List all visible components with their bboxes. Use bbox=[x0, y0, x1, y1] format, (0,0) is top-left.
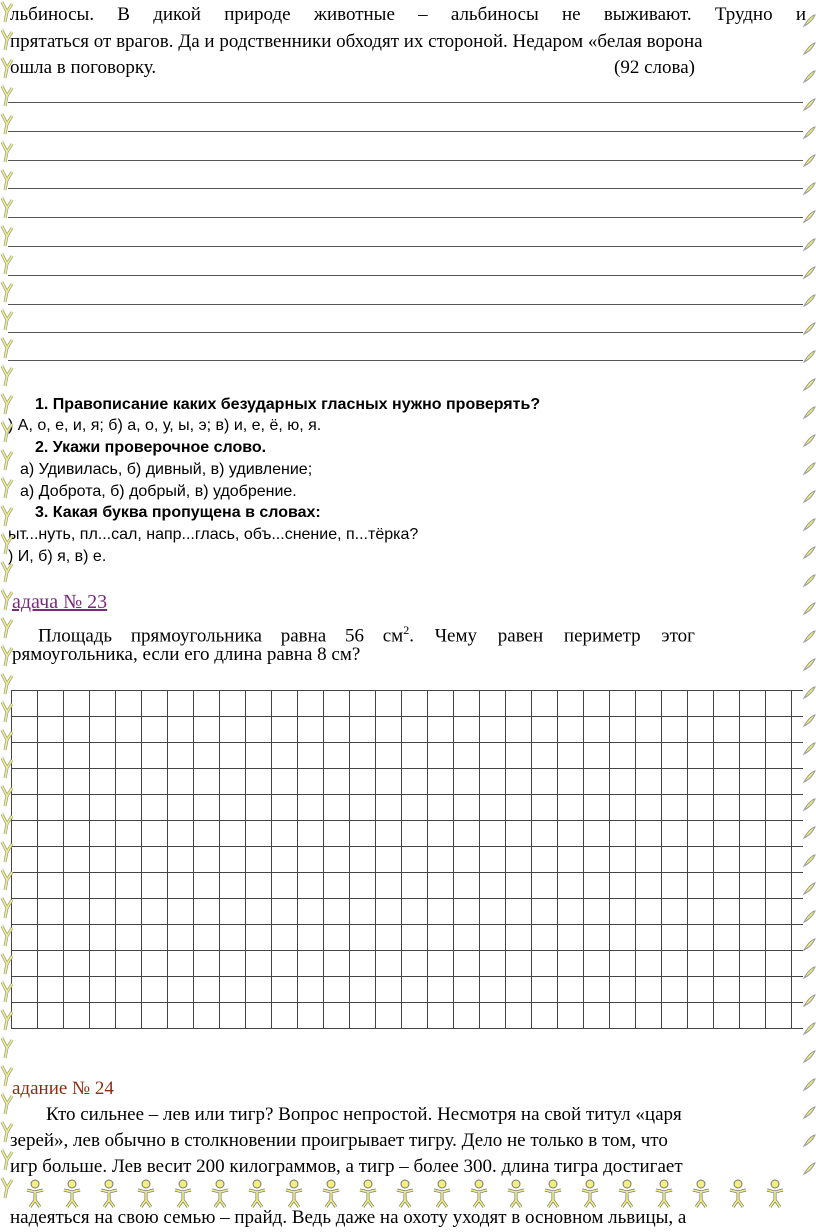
passage-line-3: ошла в поговорку. bbox=[10, 57, 157, 78]
question-3-words: ыт...нуть, пл...сал, напр...глась, объ...снение, п...тёрка? bbox=[8, 526, 419, 543]
question-3-answers: ) И, б) я, в) е. bbox=[8, 548, 107, 565]
leaf-icon bbox=[802, 684, 816, 700]
writing-line bbox=[8, 102, 803, 103]
leaf-icon bbox=[802, 40, 816, 56]
figure-icon bbox=[653, 1178, 675, 1208]
leaf-icon bbox=[802, 96, 816, 112]
ribbon-icon bbox=[0, 616, 14, 640]
ribbon-icon bbox=[0, 504, 14, 528]
ribbon-icon bbox=[0, 644, 14, 668]
figure-icon bbox=[505, 1178, 527, 1208]
ribbon-icon bbox=[0, 1008, 14, 1032]
figure-icon bbox=[431, 1178, 453, 1208]
leaf-icon bbox=[802, 292, 816, 308]
question-1-title: 1. Правописание каких безударных гласных нужно проверять? bbox=[35, 396, 541, 413]
figure-icon bbox=[690, 1178, 712, 1208]
leaf-icon bbox=[802, 1160, 816, 1176]
ribbon-icon bbox=[0, 924, 14, 948]
writing-line bbox=[8, 275, 803, 276]
writing-line bbox=[8, 246, 803, 247]
leaf-icon bbox=[802, 992, 816, 1008]
ribbon-icon bbox=[0, 364, 14, 388]
ribbon-icon bbox=[0, 1176, 14, 1200]
leaf-icon bbox=[802, 1104, 816, 1120]
ribbon-icon bbox=[0, 0, 14, 24]
leaf-icon bbox=[802, 852, 816, 868]
ribbon-icon bbox=[0, 56, 14, 80]
leaf-icon bbox=[802, 404, 816, 420]
question-2-answers-b: а) Доброта, б) добрый, в) удобрение. bbox=[20, 483, 297, 500]
leaf-icon bbox=[802, 460, 816, 476]
leaf-icon bbox=[802, 600, 816, 616]
leaf-icon bbox=[802, 880, 816, 896]
leaf-icon bbox=[802, 1048, 816, 1064]
writing-line bbox=[8, 160, 803, 161]
ribbon-icon bbox=[0, 28, 14, 52]
writing-line bbox=[8, 304, 803, 305]
ribbon-icon bbox=[0, 588, 14, 612]
question-3-title: 3. Какая буква пропущена в словах: bbox=[35, 504, 321, 521]
superscript-2: 2 bbox=[403, 623, 410, 637]
figure-icon bbox=[320, 1178, 342, 1208]
writing-line bbox=[8, 217, 803, 218]
question-2-title: 2. Укажи проверочное слово. bbox=[35, 439, 267, 456]
ribbon-icon bbox=[0, 280, 14, 304]
ribbon-icon bbox=[0, 896, 14, 920]
ribbon-icon bbox=[0, 112, 14, 136]
ribbon-icon bbox=[0, 392, 14, 416]
figure-icon bbox=[246, 1178, 268, 1208]
leaf-icon bbox=[802, 964, 816, 980]
ribbon-icon bbox=[0, 336, 14, 360]
writing-line bbox=[8, 332, 803, 333]
figure-icon bbox=[98, 1178, 120, 1208]
word-count: (92 слова) bbox=[614, 57, 695, 78]
leaf-icon bbox=[802, 544, 816, 560]
ribbon-icon bbox=[0, 140, 14, 164]
ribbon-icon bbox=[0, 756, 14, 780]
leaf-icon bbox=[802, 712, 816, 728]
leaf-icon bbox=[802, 236, 816, 252]
ribbon-icon bbox=[0, 1120, 14, 1144]
leaf-icon bbox=[802, 768, 816, 784]
writing-line bbox=[8, 360, 803, 361]
ribbon-icon bbox=[0, 1148, 14, 1172]
task-23-text-b: . Чему равен периметр этог bbox=[409, 625, 695, 647]
leaf-icon bbox=[802, 180, 816, 196]
task-24-line-3: игр больше. Лев весит 200 килограммов, а тигр – более 300. длина тигра достигает bbox=[10, 1156, 683, 1177]
task-24-line-2: зерей», лев обычно в столкновении проигрывает тигру. Дело не только в том, что bbox=[10, 1130, 668, 1151]
writing-line bbox=[8, 188, 803, 189]
leaf-icon bbox=[802, 908, 816, 924]
leaf-icon bbox=[802, 936, 816, 952]
figure-icon bbox=[61, 1178, 83, 1208]
leaf-icon bbox=[802, 1020, 816, 1036]
leaf-icon bbox=[802, 348, 816, 364]
leaf-icon bbox=[802, 628, 816, 644]
leaf-icon bbox=[802, 68, 816, 84]
question-1-answers: ) А, о, е, и, я; б) а, о, у, ы, э; в) и, е, ё, ю, я. bbox=[8, 417, 322, 434]
ribbon-icon bbox=[0, 224, 14, 248]
ribbon-icon bbox=[0, 476, 14, 500]
ribbon-icon bbox=[0, 1036, 14, 1060]
ribbon-icon bbox=[0, 1092, 14, 1116]
figure-icon bbox=[357, 1178, 379, 1208]
ribbon-icon bbox=[0, 700, 14, 724]
figure-icon bbox=[283, 1178, 305, 1208]
ribbon-icon bbox=[0, 420, 14, 444]
task-23-title[interactable]: адача № 23 bbox=[12, 591, 108, 613]
ribbon-icon bbox=[0, 840, 14, 864]
leaf-icon bbox=[802, 152, 816, 168]
passage-line-1: льбиносы. В дикой природе животные – альбиносы не выживают. Трудно и bbox=[10, 4, 806, 25]
ribbon-icon bbox=[0, 980, 14, 1004]
ribbon-icon bbox=[0, 168, 14, 192]
ribbon-icon bbox=[0, 952, 14, 976]
ribbon-icon bbox=[0, 1064, 14, 1088]
leaf-icon bbox=[802, 432, 816, 448]
leaf-icon bbox=[802, 124, 816, 140]
task-23-line-2: рямоугольника, если его длина равна 8 см? bbox=[12, 644, 361, 665]
writing-line bbox=[8, 131, 803, 132]
ribbon-icon bbox=[0, 448, 14, 472]
ribbon-icon bbox=[0, 728, 14, 752]
ribbon-icon bbox=[0, 812, 14, 836]
figure-icon bbox=[764, 1178, 786, 1208]
ribbon-icon bbox=[0, 308, 14, 332]
figure-icon bbox=[542, 1178, 564, 1208]
leaf-icon bbox=[802, 516, 816, 532]
figure-icon bbox=[135, 1178, 157, 1208]
leaf-icon bbox=[802, 12, 816, 28]
leaf-icon bbox=[802, 572, 816, 588]
answer-grid bbox=[11, 690, 805, 1030]
figure-icon bbox=[172, 1178, 194, 1208]
ribbon-icon bbox=[0, 84, 14, 108]
leaf-icon bbox=[802, 208, 816, 224]
ribbon-icon bbox=[0, 672, 14, 696]
passage-line-2: прятаться от врагов. Да и родственники обходят их стороной. Недаром «белая ворона bbox=[10, 31, 703, 52]
leaf-icon bbox=[802, 264, 816, 280]
ribbon-icon bbox=[0, 560, 14, 584]
task-23-text-a: Площадь прямоугольника равна 56 см bbox=[38, 625, 404, 647]
task-24-line-1: Кто сильнее – лев или тигр? Вопрос непростой. Несмотря на свой титул «царя bbox=[46, 1104, 682, 1125]
figure-icon bbox=[579, 1178, 601, 1208]
ribbon-icon bbox=[0, 252, 14, 276]
figure-icon bbox=[616, 1178, 638, 1208]
figure-icon bbox=[209, 1178, 231, 1208]
leaf-icon bbox=[802, 1132, 816, 1148]
figure-icon bbox=[468, 1178, 490, 1208]
ribbon-icon bbox=[0, 784, 14, 808]
leaf-icon bbox=[802, 824, 816, 840]
task-24-line-4: надеяться на свою семью – прайд. Ведь даже на охоту уходят в основном львицы, а bbox=[10, 1207, 687, 1228]
task-24-title: адание № 24 bbox=[12, 1078, 114, 1099]
leaf-icon bbox=[802, 740, 816, 756]
leaf-icon bbox=[802, 376, 816, 392]
figure-icon bbox=[394, 1178, 416, 1208]
ribbon-icon bbox=[0, 532, 14, 556]
figure-icon bbox=[24, 1178, 46, 1208]
leaf-icon bbox=[802, 320, 816, 336]
ribbon-icon bbox=[0, 196, 14, 220]
ribbon-icon bbox=[0, 868, 14, 892]
leaf-icon bbox=[802, 796, 816, 812]
figure-icon bbox=[727, 1178, 749, 1208]
leaf-icon bbox=[802, 488, 816, 504]
leaf-icon bbox=[802, 1076, 816, 1092]
leaf-icon bbox=[802, 656, 816, 672]
question-2-answers-a: а) Удивилась, б) дивный, в) удивление; bbox=[20, 461, 313, 478]
